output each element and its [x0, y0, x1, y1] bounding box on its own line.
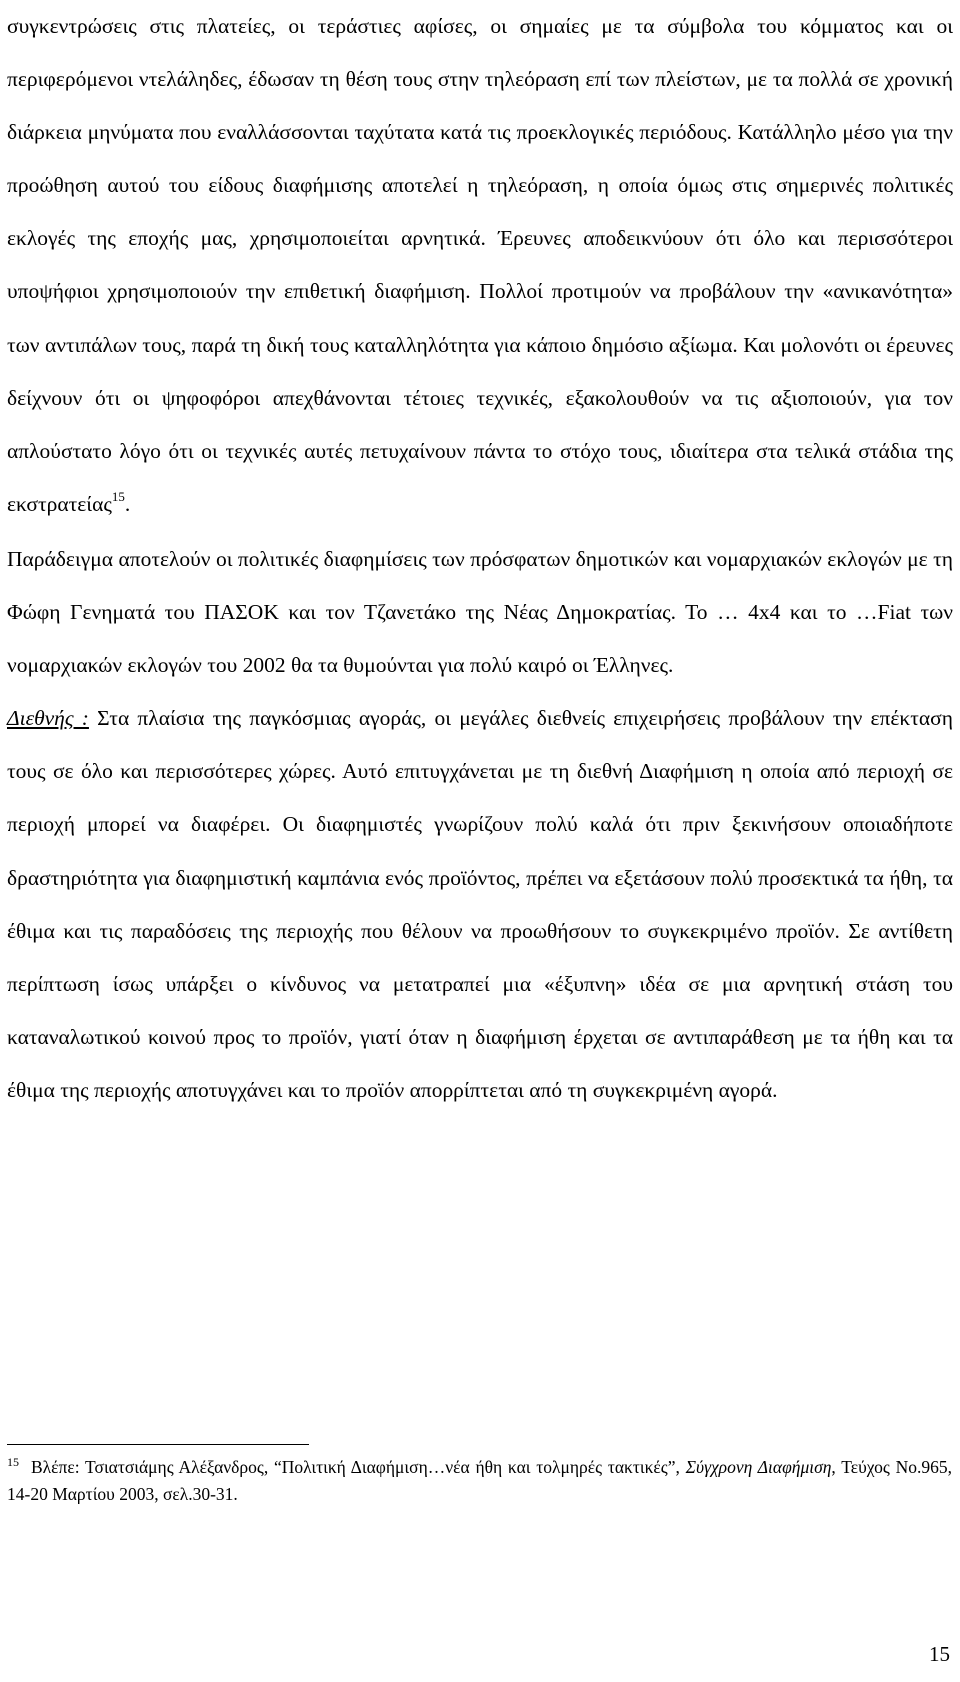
paragraph-text: Στα πλαίσια της παγκόσμιας αγοράς, οι μεγάλες διεθνείς επιχειρήσεις προβάλουν την επέκταση τους σε όλο και περισσότερες χώρες. Αυτό επιτυγχάνεται με τη διεθνή Διαφήμιση η οποία από περιοχή σε περιοχή μπορεί να διαφέρει. Οι διαφημιστές γνωρίζουν πολύ καλά ότι πριν ξεκινήσουν οποιαδήποτε δραστηριότητα για διαφημιστική καμπάνια ενός προϊόντος, πρέπει να εξετάσουν πολύ προσεκτικά τα ήθη, τα έθιμα και τις παραδόσεις της περιοχής που θέλουν να προωθήσουν το συγκεκριμένο προϊόν. Σε αντίθετη περίπτωση ίσως υπάρξει ο κίνδυνος να μετατραπεί μια «έξυπνη» ιδέα σε μια αρνητική στάση του καταναλωτικού κοινού προς το προϊόν, γιατί όταν η διαφήμιση έρχεται σε αντιπαράθεση με τα ήθη και τα έθιμα της περιοχής αποτυγχάνει και το προϊόν απορρίπτεται από τη συγκεκριμένη αγορά. [7, 706, 953, 1102]
paragraph-example [7, 533, 953, 692]
footnote-reference[interactable]: 15 [111, 488, 125, 504]
paragraph-text: Παράδειγμα αποτελούν οι πολιτικές διαφημίσεις των πρόσφατων δημοτικών και νομαρχιακών εκλογών με τη Φώφη Γενηματά του ΠΑΣΟΚ και τον Τζανετάκο της Νέας Δημοκρατίας. Το … 4x4 και το …Fiat των νομαρχιακών εκλογών του 2002 θα τα θυμούνται για πολύ καιρό οι Έλληνες. [7, 546, 953, 678]
page-number: 15 [929, 1642, 950, 1666]
body-text [7, 0, 953, 1117]
footnote-publication-title: Σύγχρονη Διαφήμιση [685, 1457, 832, 1477]
paragraph-end: . [124, 491, 131, 516]
paragraph-text: συγκεντρώσεις στις πλατείες, οι τεράστιες αφίσες, οι σημαίες με τα σύμβολα του κόμματος και οι περιφερόμενοι ντελάληδες, έδωσαν τη θέση τους στην τηλεόραση επί των πλείστων, με τα πολλά σε χρονική διάρκεια μηνύματα που εναλλάσσονται ταχύτατα κατά τις προεκλογικές περιόδους. Κατάλληλο μέσο για την προώθηση αυτού του είδους διαφήμισης αποτελεί η τηλεόραση, η οποία όμως στις σημερινές πολιτικές εκλογές της εποχής μας, χρησιμοποιείται αρνητικά. Έρευνες αποδεικνύουν ότι όλο και περισσότεροι υποψήφιοι χρησιμοποιούν την επιθετική διαφήμιση. Πολλοί προτιμούν να προβάλουν την «ανικανότητα» των αντιπάλων τους, παρά τη δική τους καταλληλότητα για κάποιο δημόσιο αξίωμα. Και μολονότι οι έρευνες δείχνουν ότι οι ψηφοφόροι απεχθάνονται τέτοιες τεχνικές, εξακολουθούν να τις αξιοποιούν, για τον απλούστατο λόγο ότι οι τεχνικές αυτές πετυχαίνουν πάντα το στόχο τους, ιδιαίτερα στα τελικά στάδια της εκστρατείας [7, 14, 953, 516]
footnote-separator [7, 1444, 309, 1445]
section-lead-in: Διεθνής : [7, 706, 89, 731]
footnote [7, 1455, 952, 1507]
footnote-text-end: , Τεύχος No.965, 14-20 Μαρτίου 2003, σελ.30-31. [7, 1457, 952, 1504]
paragraph-international [7, 692, 953, 1117]
footnote-number: 15 [7, 1455, 19, 1469]
paragraph-political-ads [7, 0, 953, 533]
footnote-text: Βλέπε: Τσιατσιάμης Αλέξανδρος, “Πολιτική Διαφήμιση…νέα ήθη και τολμηρές τακτικές”, [31, 1457, 686, 1477]
